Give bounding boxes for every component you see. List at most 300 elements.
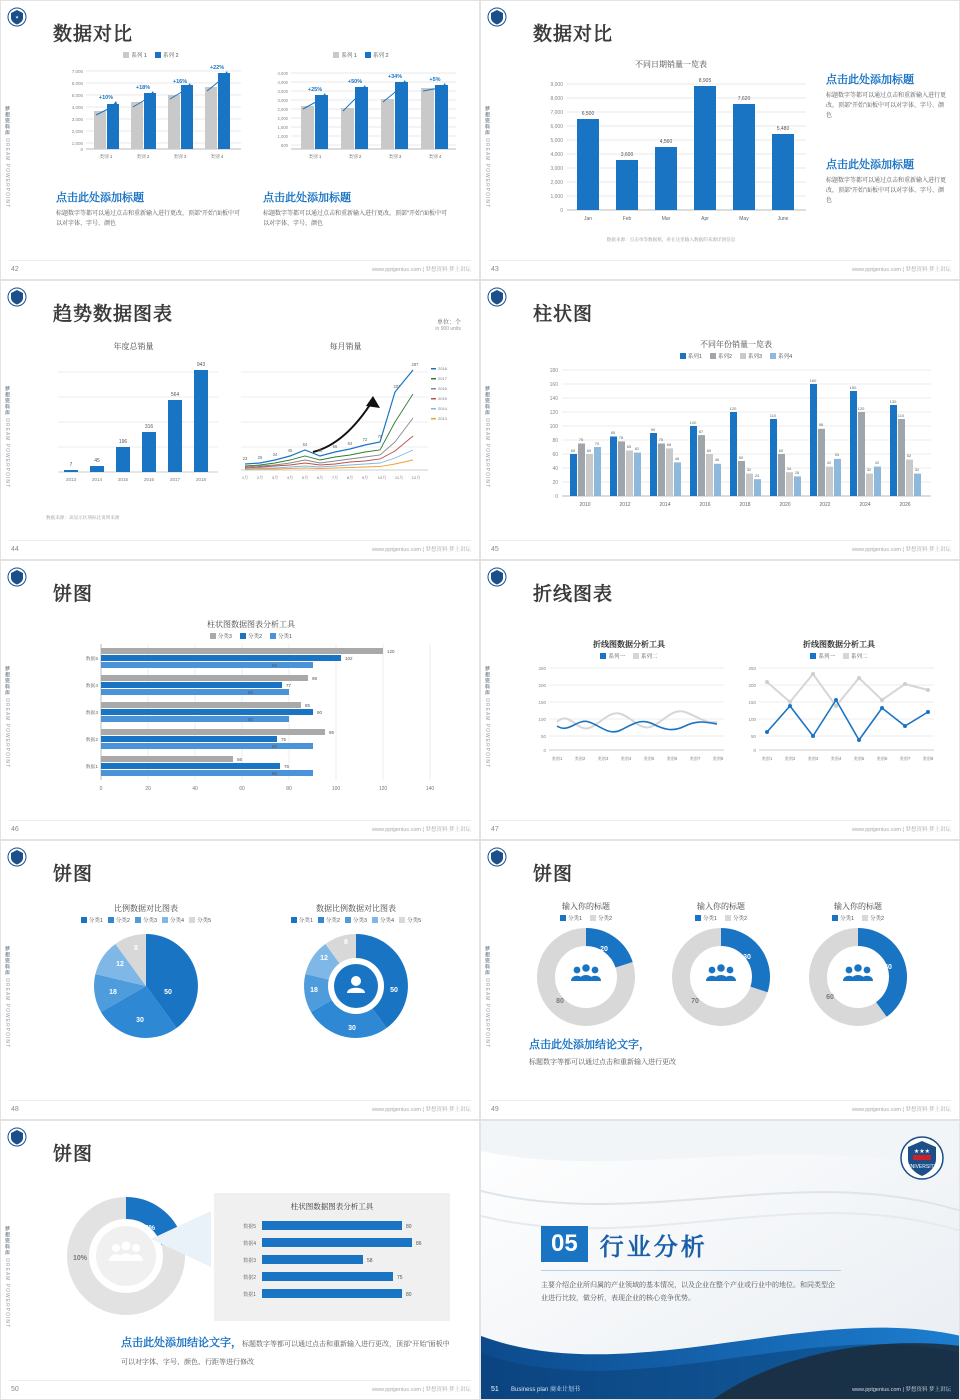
svg-text:数据5: 数据5 [85,657,98,662]
legend-item: 系列 2 [373,53,389,59]
monthly-line-chart [233,352,458,492]
people-icon [843,964,873,981]
svg-text:类别7: 类别7 [689,756,701,761]
svg-text:80: 80 [248,690,254,695]
svg-text:类别 2: 类别 2 [348,154,362,159]
svg-text:80: 80 [406,1292,412,1298]
block-body: 标题数字等都可以通过点击和重新输入进行更改，顶部“开始”面板中可以对字体、字号、颜色 [826,178,947,204]
legend [793,914,923,922]
svg-text:数据4: 数据4 [243,1241,256,1247]
svg-text:2012: 2012 [619,502,631,508]
legend [46,916,246,924]
svg-text:6,000: 6,000 [71,81,83,86]
svg-text:4,500: 4,500 [277,71,288,76]
svg-text:2022: 2022 [819,502,831,508]
svg-text:18: 18 [109,989,117,996]
svg-text:4,000: 4,000 [550,152,563,158]
legend-item: 系列 2 [163,53,179,59]
svg-text:2017: 2017 [438,376,447,381]
svg-text:28: 28 [794,470,800,475]
vertical-brand-en: DREAM POWERPOINT [4,138,10,209]
horizontal-bar-chart [56,640,446,800]
svg-text:5月: 5月 [301,475,309,480]
legend-item: 系列1 [687,354,702,360]
page-number: 51 [491,1386,499,1393]
svg-text:60: 60 [778,448,784,453]
svg-text:June: June [777,216,789,222]
svg-text:类别5: 类别5 [853,756,865,761]
chart-title: 柱状图数据图表分析工具 [207,620,295,629]
svg-text:数据5: 数据5 [243,1224,256,1230]
svg-text:564: 564 [170,392,180,398]
page-title: 饼图 [53,864,94,885]
svg-text:数据1: 数据1 [85,765,98,770]
donut-1 [521,922,651,1032]
svg-text:类别6: 类别6 [876,756,888,761]
block-heading: 点击此处添加标题 [826,159,914,171]
page-title: 数据对比 [533,24,614,45]
svg-text:32: 32 [746,467,752,472]
svg-text:7,620: 7,620 [737,96,751,102]
svg-text:56: 56 [332,444,338,449]
vertical-brand-en: DREAM POWERPOINT [4,698,10,769]
svg-text:4,000: 4,000 [277,80,288,85]
svg-text:23: 23 [242,456,248,461]
svg-text:30: 30 [348,1025,356,1032]
section-title: 行业分析 [599,1233,708,1261]
block-body: 标题数字等都可以通过点击和重新输入进行更改，顶部“开始”面板中可以对字体、字号、颜色 [56,211,240,227]
svg-text:40: 40 [192,786,198,792]
svg-text:42: 42 [826,460,832,465]
svg-text:3,000: 3,000 [277,98,288,103]
svg-text:500: 500 [281,143,288,148]
svg-text:120: 120 [378,786,388,792]
slide-48 [0,840,480,1120]
donut-3 [793,922,923,1032]
bar-panel-title: 柱状图数据图表分析工具 [290,1202,374,1211]
legend-item: 分类2 [247,634,263,640]
vertical-brand-text [3,1226,11,1328]
svg-text:2月: 2月 [256,475,264,480]
legend-item: 分类1 [88,918,103,924]
svg-text:+22%: +22% [209,65,225,71]
chart-title: 比例数据对比图表 [114,904,178,913]
svg-text:6,500: 6,500 [581,111,595,117]
chart-title: 折线图数据分析工具 [593,640,665,649]
pointer-shape [151,1209,221,1269]
svg-text:100: 100 [748,717,756,722]
footer-divider [489,540,951,541]
doughnut-chart [256,924,456,1049]
chart-note: 数据来源：点击单等数据框，看在这里输入数据的来源详情信息 [606,237,736,242]
vertical-brand-text [483,946,491,1048]
ring-block-1 [521,901,651,1037]
svg-text:50: 50 [750,734,756,739]
svg-text:+34%: +34% [387,74,403,80]
vertical-brand-cn: 梦想资料库 [484,946,490,976]
svg-text:数据3: 数据3 [85,711,98,716]
svg-text:98: 98 [312,676,318,681]
svg-text:75: 75 [281,737,287,742]
svg-text:类别 3: 类别 3 [388,154,402,159]
section-body: 主要介绍企业所归属的产业领域的基本情况，以及企业在整个产业或行业中的地位。和同类型企业进行比较，做分析，表现企业的核心竞争优势。 [541,1282,835,1302]
svg-text:10月: 10月 [377,475,387,480]
page-number: 42 [11,266,19,273]
svg-text:10%: 10% [72,1255,88,1262]
page-number: 43 [491,266,499,273]
legend [529,652,729,660]
svg-text:2013: 2013 [65,477,77,482]
page-title: 趋势数据图表 [53,304,174,325]
svg-text:100: 100 [689,420,697,425]
svg-text:1,000: 1,000 [550,194,563,200]
footer-text: www.pptgenius.com | 梦想资料 梦上讲坛 [372,1387,471,1393]
page-title: 柱状图 [533,304,594,325]
svg-text:20%: 20% [140,1225,156,1232]
svg-text:类别 3: 类别 3 [173,154,187,159]
svg-text:85: 85 [610,430,616,435]
svg-text:78: 78 [618,435,624,440]
svg-text:64: 64 [302,442,308,447]
legend-item: 分类2 [870,916,885,922]
svg-text:2018: 2018 [195,477,207,482]
svg-text:2,000: 2,000 [550,180,563,186]
svg-text:20: 20 [552,480,558,486]
svg-text:180: 180 [549,368,558,374]
vertical-brand-text [3,386,11,488]
svg-text:34: 34 [272,452,278,457]
unit-en: in 900 units [435,326,461,332]
svg-text:200: 200 [748,683,756,688]
svg-text:12月: 12月 [411,475,421,480]
svg-text:60: 60 [570,448,576,453]
svg-text:140: 140 [549,396,558,402]
svg-text:8: 8 [134,945,138,952]
svg-text:2015: 2015 [117,477,129,482]
svg-text:80: 80 [556,998,564,1005]
svg-text:287: 287 [411,362,419,367]
svg-text:45: 45 [287,448,293,453]
vertical-brand-text [483,386,491,488]
svg-text:2,000: 2,000 [71,129,83,134]
svg-text:+16%: +16% [172,79,188,85]
ring-title: 输入你的标题 [562,902,610,911]
legend [56,632,446,640]
svg-text:62: 62 [634,446,640,451]
page-number: 44 [11,546,19,553]
svg-text:2017: 2017 [169,477,181,482]
svg-text:Feb: Feb [622,216,632,222]
vertical-brand-text [3,106,11,208]
legend-item: 分类2 [598,916,613,922]
bar-chart-left [56,59,246,169]
svg-text:2016: 2016 [143,477,155,482]
svg-text:Mar: Mar [661,216,671,222]
svg-text:11月: 11月 [394,475,404,480]
svg-text:90: 90 [317,710,323,715]
svg-text:2014: 2014 [438,406,447,411]
svg-text:316: 316 [144,424,154,430]
svg-text:2010: 2010 [579,502,591,508]
svg-text:160: 160 [809,378,817,383]
svg-text:5,000: 5,000 [550,138,563,144]
svg-text:72: 72 [362,437,368,442]
svg-text:50: 50 [390,987,398,994]
svg-text:0: 0 [543,748,546,753]
block-body: 标题数字等都可以通过点击和重新输入进行更改，顶部“开始”面板中可以对字体、字号、颜色 [263,211,447,227]
legend-item: 分类2 [325,918,340,924]
svg-text:196: 196 [118,439,128,445]
svg-text:1,000: 1,000 [71,141,83,146]
svg-text:150: 150 [849,385,857,390]
legend-item: 系列一 [818,654,835,660]
svg-text:90: 90 [650,427,656,432]
svg-text:Jan: Jan [583,216,593,222]
svg-text:943: 943 [196,362,206,368]
brand-logo-icon [487,847,507,867]
svg-text:2026: 2026 [899,502,911,508]
svg-text:90: 90 [272,771,278,776]
legend [656,914,786,922]
brand-logo-icon [7,847,27,867]
svg-text:数据2: 数据2 [85,738,98,743]
svg-text:类别3: 类别3 [597,756,609,761]
unit-cn: 单位：个 [436,320,461,326]
svg-text:120: 120 [857,406,865,411]
svg-text:数据4: 数据4 [85,684,98,689]
svg-text:9月: 9月 [361,475,369,480]
svg-text:0: 0 [80,147,83,152]
svg-text:8,905: 8,905 [698,78,712,84]
cover-logo-icon [899,1135,945,1186]
svg-text:0: 0 [753,748,756,753]
svg-text:100: 100 [331,786,341,792]
svg-text:数据1: 数据1 [243,1292,256,1298]
block-heading: 点击此处添加标题 [56,192,144,204]
svg-text:类别 4: 类别 4 [428,154,442,159]
svg-text:48: 48 [674,456,680,461]
svg-text:30: 30 [743,954,751,961]
pie-chart [46,924,246,1049]
legend-item: 分类3 [352,918,368,924]
line-chart-right [739,660,939,770]
legend-item: 分类1 [839,916,854,922]
svg-text:数据2: 数据2 [243,1275,256,1281]
vertical-brand-cn: 梦想资料库 [4,946,10,976]
vertical-brand-cn: 梦想资料库 [484,666,490,696]
brand-logo-icon [7,287,27,307]
slide-43 [480,0,960,280]
chart-title: 数据比例数据对比图表 [316,904,396,913]
svg-text:140: 140 [425,786,435,792]
svg-text:50: 50 [164,989,172,996]
slide-49 [480,840,960,1120]
slide-45 [480,280,960,560]
svg-text:60: 60 [826,994,834,1001]
svg-text:3,000: 3,000 [71,117,83,122]
svg-text:46: 46 [317,448,323,453]
legend [739,652,939,660]
svg-text:200: 200 [538,683,546,688]
svg-text:2013: 2013 [438,416,447,421]
svg-text:8,000: 8,000 [550,96,563,102]
vertical-brand-text [483,666,491,768]
svg-text:120: 120 [387,649,395,654]
legend [536,352,936,360]
svg-text:6,000: 6,000 [550,124,563,130]
vertical-brand-cn: 梦想资料库 [4,106,10,136]
legend-item: 分类1 [567,916,582,922]
legend-item: 系列3 [748,354,763,360]
svg-text:87: 87 [698,429,704,434]
brand-logo-icon [7,7,27,27]
svg-text:2016: 2016 [438,386,447,391]
bar-panel [214,1193,450,1321]
page-number: 50 [11,1386,19,1393]
vertical-brand-cn: 梦想资料库 [484,106,490,136]
svg-text:2024: 2024 [859,502,871,508]
slide-44 [0,280,480,560]
slide-51 [480,1120,960,1400]
svg-text:56: 56 [237,757,243,762]
page-title: 折线图表 [533,584,614,605]
page-number: 46 [11,826,19,833]
svg-text:2018: 2018 [739,502,751,508]
svg-text:3,000: 3,000 [550,166,563,172]
svg-text:2014: 2014 [91,477,103,482]
footer-text: www.pptgenius.com | 梦想资料 梦上讲坛 [852,1107,951,1113]
svg-text:7,000: 7,000 [71,69,83,74]
svg-text:80: 80 [552,438,558,444]
conclusion-body: 标题数字等都可以通过点击和重新输入进行更改 [529,1059,676,1066]
legend-item: 系列 1 [341,53,357,59]
legend-left [56,51,246,59]
legend-item: 分类4 [170,918,185,924]
brand-logo-icon [7,1127,27,1147]
footer-text: www.pptgenius.com | 梦想资料 梦上讲坛 [852,267,951,273]
svg-text:3月: 3月 [271,475,279,480]
svg-text:100: 100 [538,717,546,722]
legend-item: 分类1 [702,916,717,922]
slide-42 [0,0,480,280]
footer-text: www.pptgenius.com | 梦想资料 梦上讲坛 [852,547,951,553]
svg-text:2014: 2014 [659,502,671,508]
svg-text:130: 130 [889,399,897,404]
svg-text:25: 25 [257,455,263,460]
svg-text:52: 52 [906,453,912,458]
svg-text:8: 8 [344,939,348,946]
svg-text:90: 90 [272,663,278,668]
ring-title: 输入你的标题 [834,902,882,911]
svg-text:120: 120 [549,410,558,416]
svg-text:3,600: 3,600 [620,152,634,158]
cover-footer-left: Business plan 商业计划书 [511,1387,581,1393]
svg-text:类别 1: 类别 1 [308,154,322,159]
legend [256,916,456,924]
svg-text:77: 77 [286,683,292,688]
vertical-brand-text [3,666,11,768]
svg-text:2,000: 2,000 [277,116,288,121]
svg-text:Apr: Apr [701,216,709,222]
brand-logo-icon [7,567,27,587]
svg-text:32: 32 [866,467,872,472]
section-number: 05 [541,1226,588,1262]
bar-chart-right [261,59,461,169]
svg-text:2015: 2015 [438,396,447,401]
svg-text:95: 95 [329,730,335,735]
svg-text:★: ★ [15,14,19,20]
svg-text:34: 34 [786,466,792,471]
legend-item: 分类2 [115,918,130,924]
svg-text:80: 80 [286,786,292,792]
legend-item: 系列一 [608,654,625,660]
footer-text: www.pptgenius.com | 梦想资料 梦上讲坛 [852,1387,951,1393]
slide-50 [0,1120,480,1400]
page-number: 48 [11,1106,19,1113]
svg-text:60: 60 [239,786,245,792]
svg-text:207: 207 [393,384,401,389]
page-number: 49 [491,1106,499,1113]
conclusion-body: 标题数字等都可以通过点击和重新输入进行更改，顶部“开始”面板中可以对字体、字号、颜色、行距等进行修改 [121,1341,450,1366]
legend-item: 分类1 [278,634,293,640]
svg-text:0: 0 [99,786,103,792]
svg-text:110: 110 [897,413,905,418]
legend [521,914,651,922]
bar-chart [531,70,811,230]
svg-text:75: 75 [578,437,584,442]
footer-divider [489,820,951,821]
svg-text:类别1: 类别1 [761,756,773,761]
brand-logo-icon [487,567,507,587]
bar-panel-chart [214,1212,450,1312]
svg-text:18: 18 [310,987,318,994]
svg-text:3,500: 3,500 [277,89,288,94]
conclusion-heading: 点击此处添加结论文字， [121,1337,242,1349]
svg-text:+50%: +50% [347,79,363,85]
svg-text:42: 42 [874,460,880,465]
svg-text:类别 1: 类别 1 [99,154,113,159]
svg-text:12: 12 [116,961,124,968]
svg-text:58: 58 [367,1258,373,1264]
footer-text: www.pptgenius.com | 梦想资料 梦上讲坛 [852,827,951,833]
svg-text:20: 20 [600,946,608,953]
svg-text:80: 80 [248,717,254,722]
svg-text:1,500: 1,500 [277,125,288,130]
svg-text:2020: 2020 [779,502,791,508]
svg-text:100: 100 [549,424,558,430]
svg-text:2018: 2018 [438,366,447,371]
svg-text:9,000: 9,000 [550,82,563,88]
svg-text:类别6: 类别6 [666,756,678,761]
svg-text:6月: 6月 [316,475,324,480]
svg-text:150: 150 [748,700,756,705]
svg-text:类别 4: 类别 4 [210,154,224,159]
svg-text:76: 76 [377,434,383,439]
svg-text:7,000: 7,000 [550,110,563,116]
svg-text:7月: 7月 [331,475,339,480]
svg-text:60: 60 [706,448,712,453]
chart-title: 不同年份销量一览表 [700,340,772,349]
slide-47 [480,560,960,840]
svg-text:102: 102 [345,656,353,661]
svg-text:40: 40 [552,466,558,472]
legend-item: 系列 1 [131,53,147,59]
svg-text:★★★: ★★★ [913,1149,931,1155]
chart-title: 不同日期销量一览表 [635,60,707,69]
svg-text:类别1: 类别1 [551,756,563,761]
vertical-brand-text [483,106,491,208]
footer-divider [9,1100,471,1101]
